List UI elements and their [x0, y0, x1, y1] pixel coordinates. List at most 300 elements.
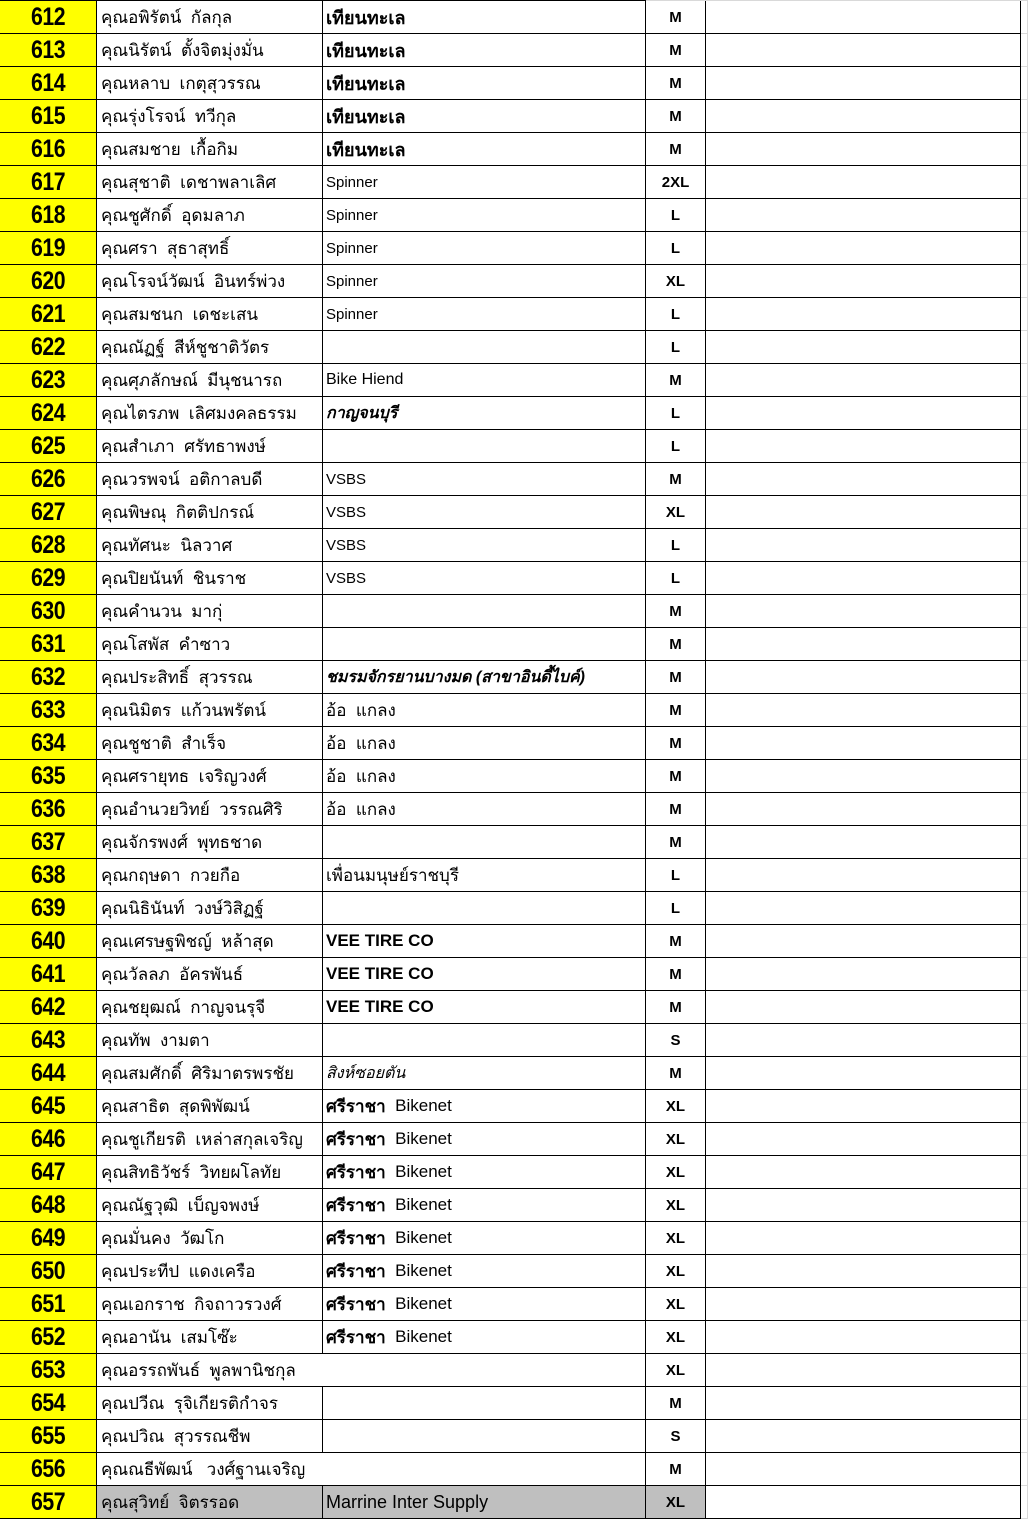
row-number-cell[interactable]: [0, 793, 97, 826]
team-cell[interactable]: [323, 496, 646, 529]
note-cell[interactable]: [706, 364, 1021, 397]
participant-name: คุณประสิทธิ์ สุวรรณ: [101, 667, 253, 687]
team-cell[interactable]: [323, 529, 646, 562]
size-cell[interactable]: [646, 595, 706, 628]
row-number-cell[interactable]: [0, 1156, 97, 1189]
note-cell[interactable]: [706, 463, 1021, 496]
row-number-cell[interactable]: [0, 826, 97, 859]
team-cell[interactable]: [323, 1024, 646, 1057]
participant-name: คุณชยุฒณ์ กาญจนรุจี: [101, 997, 266, 1017]
size-cell[interactable]: [646, 859, 706, 892]
name-cell[interactable]: [97, 793, 323, 826]
size-cell[interactable]: [646, 1420, 706, 1453]
team-cell[interactable]: [323, 463, 646, 496]
size-cell[interactable]: [646, 1453, 706, 1486]
size-cell[interactable]: [646, 298, 706, 331]
grid-gutter: [1021, 595, 1028, 628]
size-cell[interactable]: [646, 1486, 706, 1519]
note-cell[interactable]: [706, 496, 1021, 529]
size-cell[interactable]: [646, 760, 706, 793]
team-cell[interactable]: [323, 34, 646, 67]
team-cell[interactable]: [323, 265, 646, 298]
name-cell[interactable]: [97, 1255, 323, 1288]
team-name: Bikenet: [385, 1162, 452, 1181]
size-cell[interactable]: [646, 265, 706, 298]
name-cell[interactable]: [97, 430, 323, 463]
participant-name: คุณทัพ งามตา: [101, 1030, 210, 1050]
row-number-cell[interactable]: [0, 1288, 97, 1321]
name-cell[interactable]: [97, 727, 323, 760]
size-cell[interactable]: [646, 463, 706, 496]
size-cell[interactable]: [646, 661, 706, 694]
size-cell[interactable]: [646, 496, 706, 529]
team-name: Bikenet: [385, 1294, 452, 1313]
shirt-size: M: [669, 965, 682, 983]
grid-gutter: [1021, 463, 1028, 496]
row-number: 624: [30, 398, 66, 427]
participant-name: คุณสมศักดิ์ ศิริมาตรพรชัย: [101, 1063, 294, 1083]
size-cell[interactable]: [646, 1288, 706, 1321]
table-row: [0, 1222, 1028, 1255]
note-cell[interactable]: [706, 1090, 1021, 1123]
note-cell[interactable]: [706, 925, 1021, 958]
table-row: [0, 595, 1028, 628]
shirt-size: L: [670, 866, 681, 884]
row-number: 631: [30, 629, 66, 658]
row-number-cell[interactable]: [0, 34, 97, 67]
note-cell[interactable]: [706, 166, 1021, 199]
row-number-cell[interactable]: [0, 859, 97, 892]
participant-name: คุณกฤษดา กวยกือ: [101, 865, 241, 885]
participant-name: คุณโรจน์วัฒน์ อินทร์พ่วง: [101, 271, 286, 291]
size-cell[interactable]: [646, 364, 706, 397]
row-number-cell[interactable]: [0, 1123, 97, 1156]
shirt-size: M: [669, 371, 682, 389]
team-cell[interactable]: [323, 1255, 646, 1288]
size-cell[interactable]: [646, 166, 706, 199]
team-cell[interactable]: [323, 760, 646, 793]
row-number: 634: [30, 728, 66, 757]
row-number-cell[interactable]: [0, 991, 97, 1024]
grid-gutter: [1021, 958, 1028, 991]
name-cell[interactable]: [97, 1222, 323, 1255]
name-cell[interactable]: [97, 166, 323, 199]
note-cell[interactable]: [706, 1222, 1021, 1255]
note-cell[interactable]: [706, 430, 1021, 463]
size-cell[interactable]: [646, 133, 706, 166]
name-cell[interactable]: [97, 529, 323, 562]
table-row: [0, 166, 1028, 199]
name-cell[interactable]: [97, 1354, 646, 1387]
name-cell[interactable]: [97, 133, 323, 166]
row-number-cell[interactable]: [0, 661, 97, 694]
grid-gutter: [1021, 1057, 1028, 1090]
row-number-cell[interactable]: [0, 496, 97, 529]
note-cell[interactable]: [706, 793, 1021, 826]
shirt-size: M: [669, 932, 682, 950]
note-cell[interactable]: [706, 1321, 1021, 1354]
participant-name: คุณเศรษฐพิชญ์ หล้าสุด: [101, 931, 274, 951]
size-cell[interactable]: [646, 397, 706, 430]
name-cell[interactable]: [97, 1024, 323, 1057]
size-cell[interactable]: [646, 1189, 706, 1222]
name-cell[interactable]: [97, 1453, 646, 1486]
size-cell[interactable]: [646, 1156, 706, 1189]
note-cell[interactable]: [706, 67, 1021, 100]
size-cell[interactable]: [646, 793, 706, 826]
team-cell[interactable]: [323, 892, 646, 925]
size-cell[interactable]: [646, 958, 706, 991]
size-cell[interactable]: [646, 1354, 706, 1387]
row-number: 623: [30, 365, 66, 394]
size-cell[interactable]: [646, 529, 706, 562]
name-cell[interactable]: [97, 661, 323, 694]
row-number-cell[interactable]: [0, 1387, 97, 1420]
row-number-cell[interactable]: [0, 1222, 97, 1255]
row-number-cell[interactable]: [0, 463, 97, 496]
name-cell[interactable]: [97, 760, 323, 793]
table-row: [0, 1123, 1028, 1156]
team-cell[interactable]: [323, 133, 646, 166]
team-cell[interactable]: [323, 727, 646, 760]
row-number-cell[interactable]: [0, 364, 97, 397]
name-cell[interactable]: [97, 100, 323, 133]
name-cell[interactable]: [97, 1, 323, 34]
row-number-cell[interactable]: [0, 199, 97, 232]
row-number: 641: [30, 959, 66, 988]
row-number-cell[interactable]: [0, 529, 97, 562]
note-cell[interactable]: [706, 892, 1021, 925]
note-cell[interactable]: [706, 1387, 1021, 1420]
table-row: [0, 1057, 1028, 1090]
team-cell[interactable]: [323, 1321, 646, 1354]
team-cell[interactable]: [323, 1123, 646, 1156]
row-number: 616: [30, 134, 66, 163]
row-number-cell[interactable]: [0, 628, 97, 661]
team-cell[interactable]: [323, 397, 646, 430]
note-cell[interactable]: [706, 529, 1021, 562]
note-cell[interactable]: [706, 1288, 1021, 1321]
note-cell[interactable]: [706, 34, 1021, 67]
team-cell[interactable]: [323, 694, 646, 727]
team-cell[interactable]: [323, 925, 646, 958]
name-cell[interactable]: [97, 364, 323, 397]
participant-name: คุณประทีป แดงเครือ: [101, 1261, 256, 1281]
team-cell[interactable]: [323, 232, 646, 265]
table-row: [0, 67, 1028, 100]
note-cell[interactable]: [706, 397, 1021, 430]
note-cell[interactable]: [706, 958, 1021, 991]
grid-gutter: [1021, 694, 1028, 727]
note-cell[interactable]: [706, 694, 1021, 727]
row-number: 648: [30, 1190, 66, 1219]
grid-gutter: [1021, 1255, 1028, 1288]
team-cell[interactable]: [323, 1057, 646, 1090]
name-cell[interactable]: [97, 958, 323, 991]
row-number-cell[interactable]: [0, 760, 97, 793]
participant-name: คุณสมชาย เกื้อกิม: [101, 139, 239, 159]
team-cell[interactable]: [323, 1222, 646, 1255]
team-cell[interactable]: [323, 595, 646, 628]
team-cell[interactable]: [323, 1486, 646, 1519]
name-cell[interactable]: [97, 199, 323, 232]
row-number-cell[interactable]: [0, 1420, 97, 1453]
team-cell[interactable]: [323, 1156, 646, 1189]
team-cell[interactable]: [323, 562, 646, 595]
size-cell[interactable]: [646, 34, 706, 67]
team-name: อ้อ แกลง: [326, 733, 396, 753]
name-cell[interactable]: [97, 628, 323, 661]
shirt-size: S: [670, 1031, 681, 1049]
note-cell[interactable]: [706, 562, 1021, 595]
row-number-cell[interactable]: [0, 1453, 97, 1486]
row-number-cell[interactable]: [0, 166, 97, 199]
row-number-cell[interactable]: [0, 595, 97, 628]
note-cell[interactable]: [706, 1, 1021, 34]
team-name: VSBS: [326, 503, 367, 521]
table-row: [0, 529, 1028, 562]
size-cell[interactable]: [646, 1387, 706, 1420]
note-cell[interactable]: [706, 1123, 1021, 1156]
team-cell[interactable]: [323, 166, 646, 199]
name-cell[interactable]: [97, 232, 323, 265]
shirt-size: M: [669, 74, 682, 92]
size-cell[interactable]: [646, 1, 706, 34]
note-cell[interactable]: [706, 1420, 1021, 1453]
size-cell[interactable]: [646, 1222, 706, 1255]
row-number-cell[interactable]: [0, 430, 97, 463]
row-number-cell[interactable]: [0, 265, 97, 298]
table-row: [0, 793, 1028, 826]
table-row: [0, 1453, 1028, 1486]
team-cell[interactable]: [323, 430, 646, 463]
name-cell[interactable]: [97, 1090, 323, 1123]
size-cell[interactable]: [646, 67, 706, 100]
row-number-cell[interactable]: [0, 562, 97, 595]
name-cell[interactable]: [97, 892, 323, 925]
note-cell[interactable]: [706, 100, 1021, 133]
note-cell[interactable]: [706, 232, 1021, 265]
team-name-bold: ศรีราชา: [326, 1096, 386, 1116]
name-cell[interactable]: [97, 694, 323, 727]
team-cell[interactable]: [323, 793, 646, 826]
name-cell[interactable]: [97, 331, 323, 364]
note-cell[interactable]: [706, 331, 1021, 364]
name-cell[interactable]: [97, 34, 323, 67]
row-number-cell[interactable]: [0, 1057, 97, 1090]
participant-name: คุณวัลลภ อัครพันธ์: [101, 964, 244, 984]
name-cell[interactable]: [97, 265, 323, 298]
team-cell[interactable]: [323, 859, 646, 892]
note-cell[interactable]: [706, 1156, 1021, 1189]
note-cell[interactable]: [706, 859, 1021, 892]
shirt-size: L: [670, 338, 681, 356]
row-number-cell[interactable]: [0, 1486, 97, 1519]
row-number-cell[interactable]: [0, 232, 97, 265]
note-cell[interactable]: [706, 199, 1021, 232]
name-cell[interactable]: [97, 595, 323, 628]
table-row: [0, 562, 1028, 595]
row-number: 630: [30, 596, 66, 625]
note-cell[interactable]: [706, 298, 1021, 331]
size-cell[interactable]: [646, 562, 706, 595]
team-cell[interactable]: [323, 1288, 646, 1321]
size-cell[interactable]: [646, 991, 706, 1024]
team-cell[interactable]: [323, 100, 646, 133]
note-cell[interactable]: [706, 760, 1021, 793]
name-cell[interactable]: [97, 1057, 323, 1090]
size-cell[interactable]: [646, 892, 706, 925]
note-cell[interactable]: [706, 826, 1021, 859]
name-cell[interactable]: [97, 991, 323, 1024]
name-cell[interactable]: [97, 1123, 323, 1156]
grid-gutter: [1021, 562, 1028, 595]
team-name: Spinner: [326, 272, 378, 290]
note-cell[interactable]: [706, 1189, 1021, 1222]
row-number: 655: [30, 1421, 66, 1450]
team-name: VSBS: [326, 569, 367, 587]
note-cell[interactable]: [706, 1057, 1021, 1090]
name-cell[interactable]: [97, 859, 323, 892]
row-number-cell[interactable]: [0, 1255, 97, 1288]
size-cell[interactable]: [646, 826, 706, 859]
grid-gutter: [1021, 628, 1028, 661]
row-number-cell[interactable]: [0, 958, 97, 991]
grid-gutter: [1021, 1156, 1028, 1189]
row-number: 638: [30, 860, 66, 889]
size-cell[interactable]: [646, 232, 706, 265]
row-number-cell[interactable]: [0, 397, 97, 430]
team-cell[interactable]: [323, 991, 646, 1024]
note-cell[interactable]: [706, 595, 1021, 628]
row-number-cell[interactable]: [0, 331, 97, 364]
team-cell[interactable]: [323, 661, 646, 694]
row-number-cell[interactable]: [0, 1321, 97, 1354]
table-row: [0, 760, 1028, 793]
row-number-cell[interactable]: [0, 100, 97, 133]
team-cell[interactable]: [323, 1, 646, 34]
team-cell[interactable]: [323, 364, 646, 397]
name-cell[interactable]: [97, 1420, 323, 1453]
name-cell[interactable]: [97, 463, 323, 496]
table-row: [0, 1354, 1028, 1387]
grid-gutter: [1021, 859, 1028, 892]
size-cell[interactable]: [646, 727, 706, 760]
team-cell[interactable]: [323, 1387, 646, 1420]
size-cell[interactable]: [646, 331, 706, 364]
row-number-cell[interactable]: [0, 925, 97, 958]
size-cell[interactable]: [646, 430, 706, 463]
name-cell[interactable]: [97, 826, 323, 859]
note-cell[interactable]: [706, 727, 1021, 760]
grid-gutter: [1021, 1222, 1028, 1255]
row-number: 656: [30, 1454, 66, 1483]
grid-gutter: [1021, 1420, 1028, 1453]
name-cell[interactable]: [97, 925, 323, 958]
team-cell[interactable]: [323, 1420, 646, 1453]
note-cell[interactable]: [706, 1453, 1021, 1486]
team-cell[interactable]: [323, 67, 646, 100]
team-name: อ้อ แกลง: [326, 766, 396, 786]
row-number-cell[interactable]: [0, 1024, 97, 1057]
table-row: [0, 628, 1028, 661]
row-number-cell[interactable]: [0, 1, 97, 34]
note-cell[interactable]: [706, 661, 1021, 694]
name-cell[interactable]: [97, 1156, 323, 1189]
name-cell[interactable]: [97, 1387, 323, 1420]
row-number-cell[interactable]: [0, 892, 97, 925]
name-cell[interactable]: [97, 298, 323, 331]
name-cell[interactable]: [97, 397, 323, 430]
name-cell[interactable]: [97, 1288, 323, 1321]
size-cell[interactable]: [646, 1123, 706, 1156]
team-name: Marrine Inter Supply: [326, 1491, 489, 1512]
row-number-cell[interactable]: [0, 694, 97, 727]
team-cell[interactable]: [323, 1090, 646, 1123]
grid-gutter: [1021, 1486, 1028, 1519]
note-cell[interactable]: [706, 133, 1021, 166]
name-cell[interactable]: [97, 496, 323, 529]
team-cell[interactable]: [323, 628, 646, 661]
row-number-cell[interactable]: [0, 1090, 97, 1123]
row-number-cell[interactable]: [0, 1354, 97, 1387]
row-number-cell[interactable]: [0, 133, 97, 166]
shirt-size: M: [669, 635, 682, 653]
grid-gutter: [1021, 529, 1028, 562]
name-cell[interactable]: [97, 1486, 323, 1519]
size-cell[interactable]: [646, 1321, 706, 1354]
note-cell[interactable]: [706, 991, 1021, 1024]
size-cell[interactable]: [646, 1090, 706, 1123]
team-name: Bikenet: [385, 1195, 452, 1214]
team-cell[interactable]: [323, 1189, 646, 1222]
size-cell[interactable]: [646, 694, 706, 727]
row-number-cell[interactable]: [0, 727, 97, 760]
team-name-bold: ศรีราชา: [326, 1261, 386, 1281]
note-cell[interactable]: [706, 1024, 1021, 1057]
size-cell[interactable]: [646, 1057, 706, 1090]
name-cell[interactable]: [97, 562, 323, 595]
size-cell[interactable]: [646, 1255, 706, 1288]
size-cell[interactable]: [646, 628, 706, 661]
size-cell[interactable]: [646, 100, 706, 133]
team-cell[interactable]: [323, 331, 646, 364]
note-cell[interactable]: [706, 1486, 1021, 1519]
team-cell[interactable]: [323, 298, 646, 331]
size-cell[interactable]: [646, 925, 706, 958]
row-number-cell[interactable]: [0, 1189, 97, 1222]
name-cell[interactable]: [97, 1321, 323, 1354]
name-cell[interactable]: [97, 1189, 323, 1222]
size-cell[interactable]: [646, 1024, 706, 1057]
team-cell[interactable]: [323, 958, 646, 991]
note-cell[interactable]: [706, 1255, 1021, 1288]
note-cell[interactable]: [706, 265, 1021, 298]
note-cell[interactable]: [706, 628, 1021, 661]
row-number: 619: [30, 233, 66, 262]
team-name: เทียนทะเล: [326, 106, 406, 127]
name-cell[interactable]: [97, 67, 323, 100]
row-number-cell[interactable]: [0, 67, 97, 100]
row-number-cell[interactable]: [0, 298, 97, 331]
size-cell[interactable]: [646, 199, 706, 232]
grid-gutter: [1021, 925, 1028, 958]
shirt-size: M: [669, 470, 682, 488]
participant-name: คุณวรพจน์ อติกาลบดี: [101, 469, 263, 489]
team-cell[interactable]: [323, 826, 646, 859]
team-cell[interactable]: [323, 199, 646, 232]
note-cell[interactable]: [706, 1354, 1021, 1387]
